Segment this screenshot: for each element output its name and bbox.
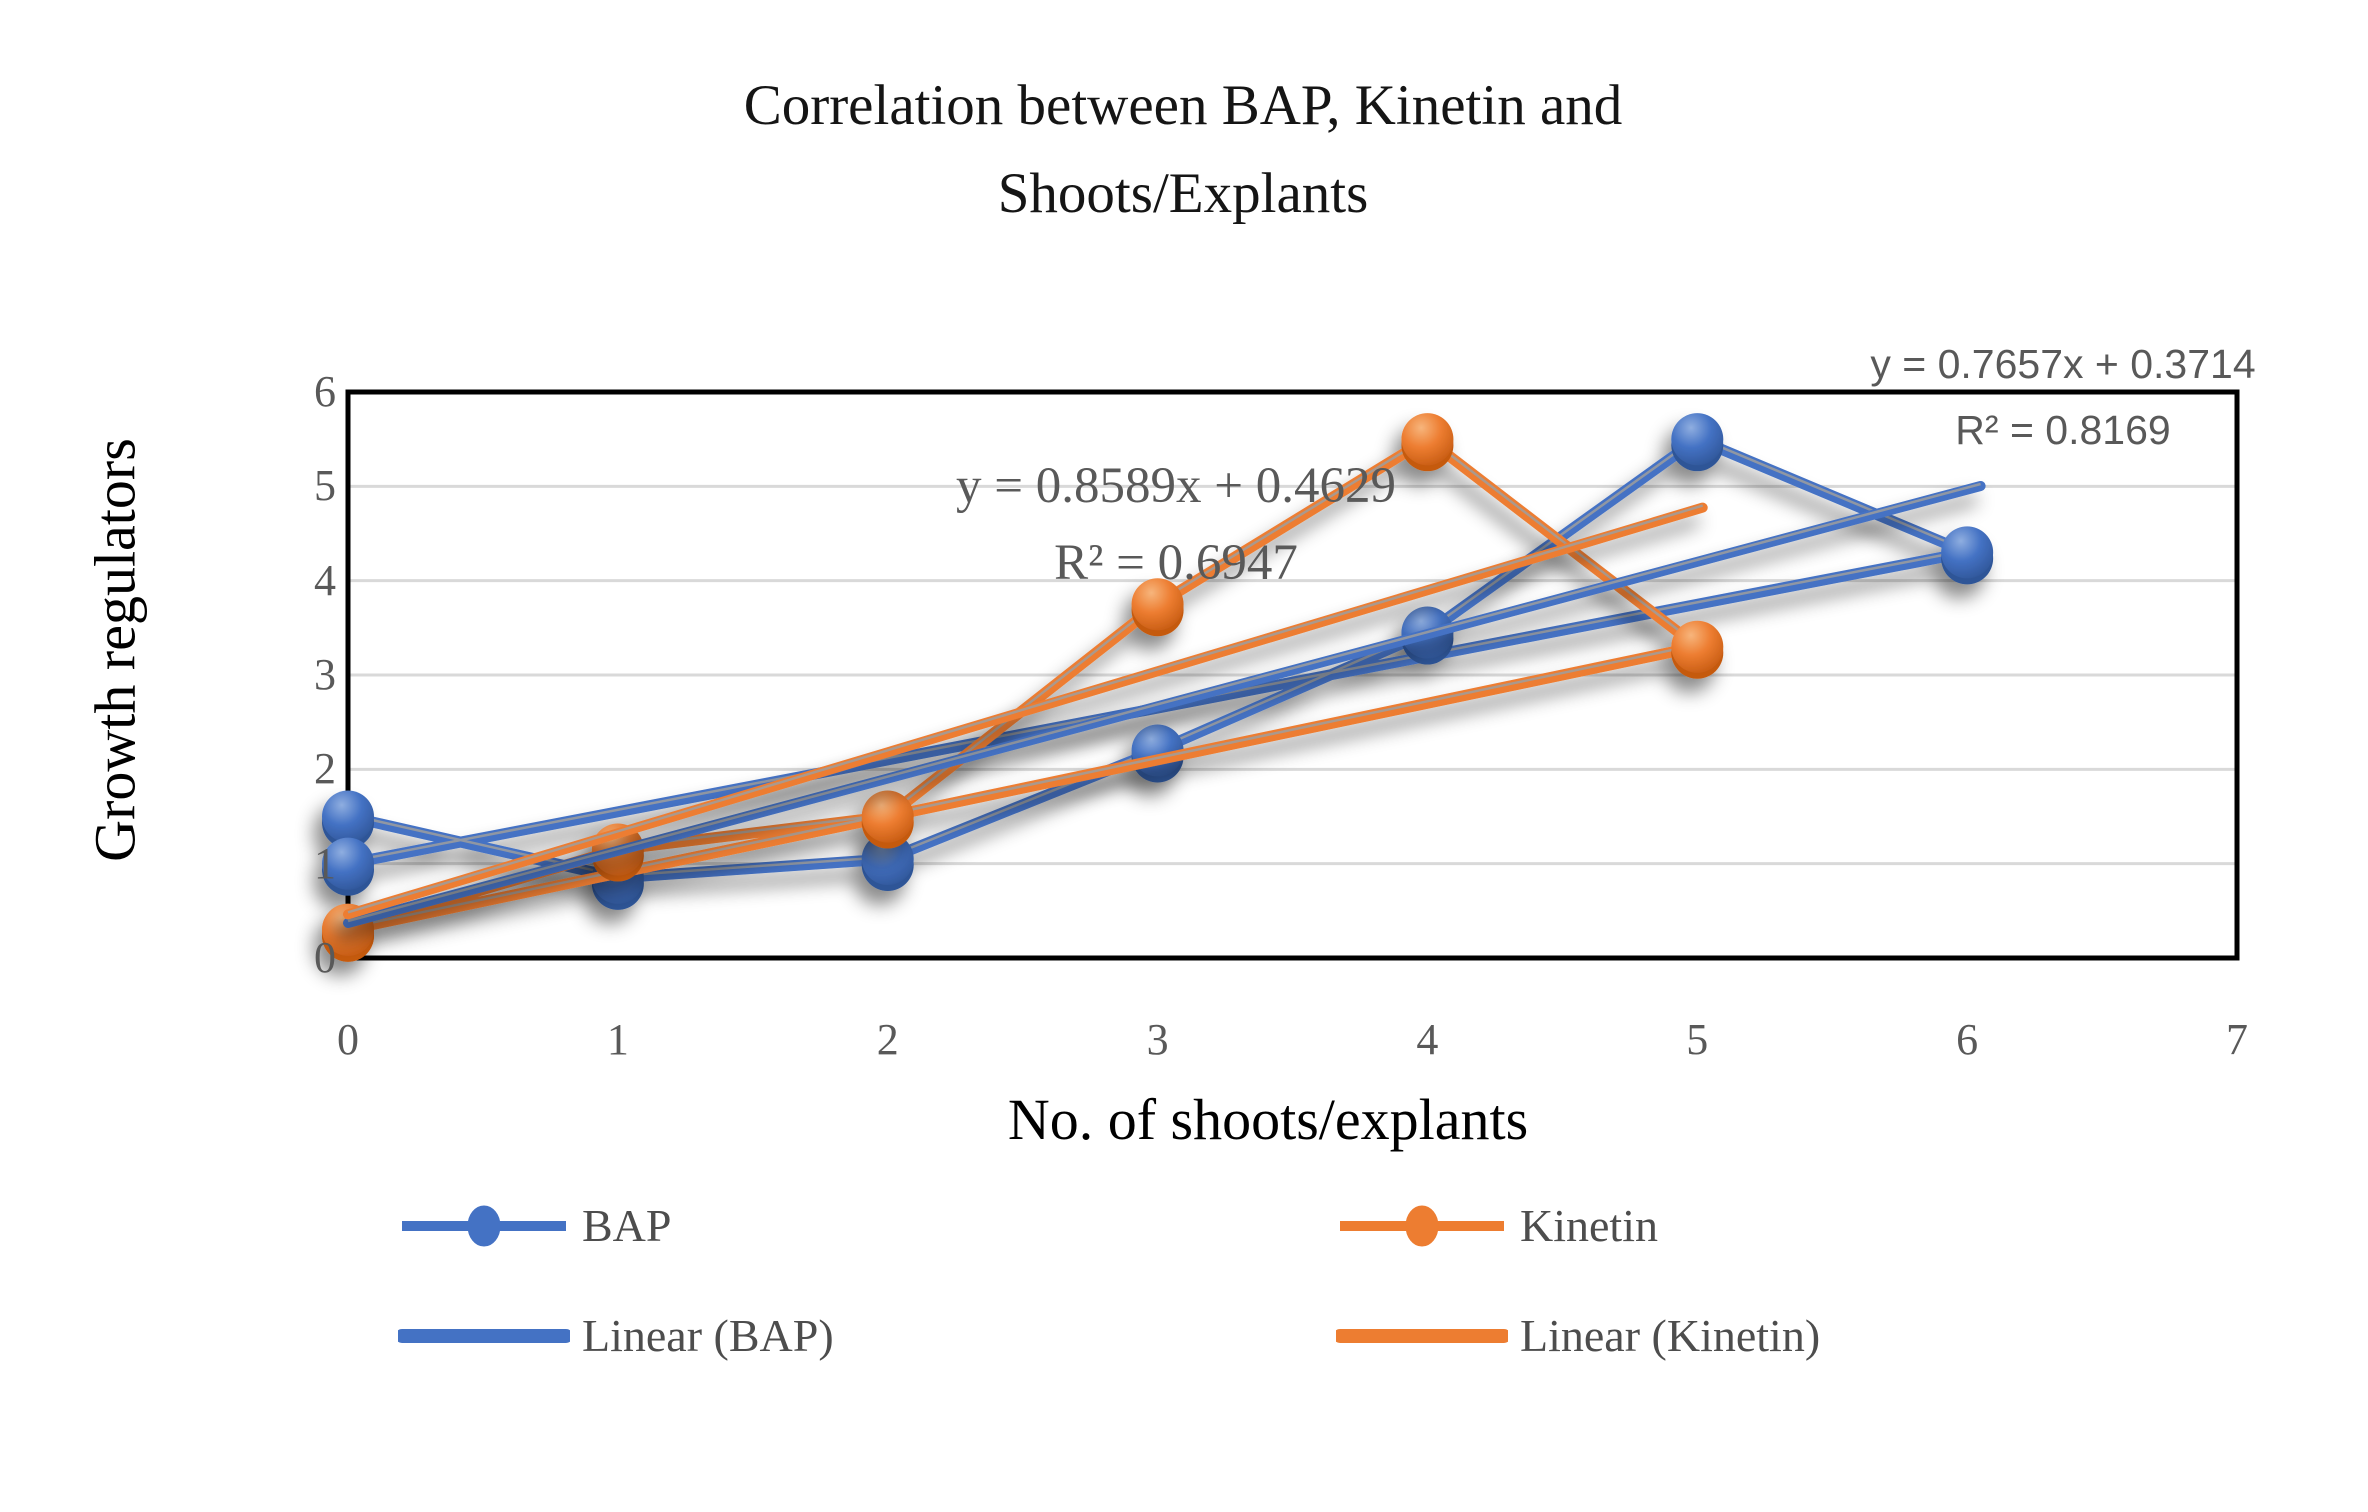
x-tick-label: 0: [337, 1015, 359, 1064]
y-axis-title: Growth regulators: [82, 438, 148, 862]
chart-title: [183, 62, 2183, 239]
bap-line-marker-icon: [398, 1196, 570, 1256]
legend-label-linear-bap: Linear (BAP): [582, 1310, 834, 1361]
legend-item-bap: [398, 1196, 1336, 1256]
linear-bap-line-icon: [398, 1306, 570, 1366]
bap-data-point: [1671, 413, 1723, 465]
chart-title-line1: Correlation between BAP, Kinetin and: [743, 74, 1623, 137]
kinetin-data-point: [1671, 621, 1723, 673]
y-tick-label: 2: [314, 744, 336, 794]
legend-label-linear-kinetin: Linear (Kinetin): [1520, 1310, 1821, 1361]
kinetin-equation-text: y = 0.8589x + 0.4629: [955, 458, 1397, 514]
y-tick-label: 0: [314, 933, 336, 982]
bap-equation-text: y = 0.7657x + 0.3714: [1870, 341, 2256, 387]
bap-data-point: [322, 791, 374, 843]
y-tick-label: 5: [314, 461, 336, 511]
legend-label-kinetin: Kinetin: [1520, 1200, 1658, 1251]
legend-item-kinetin: [1336, 1196, 2118, 1256]
bap-data-point: [1941, 526, 1993, 578]
kinetin-data-point: [1401, 413, 1453, 465]
y-tick-label: 6: [314, 367, 336, 416]
x-tick-label: 5: [1686, 1015, 1709, 1064]
bap-r-squared-text: R² = 0.8169: [1955, 407, 2171, 454]
kinetin-r-squared-text: R² = 0.6947: [1054, 534, 1298, 591]
chart-title-line2: Shoots/Explants: [997, 162, 1369, 226]
x-axis-title: No. of shoots/explants: [1007, 1087, 1529, 1152]
y-tick-label: 1: [314, 838, 336, 888]
chart-legend: [398, 1196, 2118, 1366]
legend-item-linear-kinetin: [1336, 1306, 2118, 1366]
legend-label-bap: BAP: [582, 1200, 672, 1251]
x-tick-label: 7: [2226, 1015, 2248, 1064]
legend-item-linear-bap: [398, 1306, 1336, 1366]
x-tick-label: 2: [876, 1015, 899, 1064]
kinetin-data-point: [862, 791, 914, 843]
x-tick-label: 3: [1146, 1015, 1169, 1064]
kinetin-line-marker-icon: [1336, 1196, 1508, 1256]
x-tick-label: 4: [1416, 1015, 1439, 1064]
bap-trendline-equation: [1870, 331, 2255, 464]
y-tick-label: 3: [314, 650, 336, 699]
linear-kinetin-line-icon: [1336, 1306, 1508, 1366]
kinetin-trendline-equation: [956, 448, 1396, 601]
x-tick-label: 6: [1956, 1015, 1979, 1064]
y-tick-label: 4: [314, 555, 336, 605]
x-tick-label: 1: [606, 1015, 629, 1064]
